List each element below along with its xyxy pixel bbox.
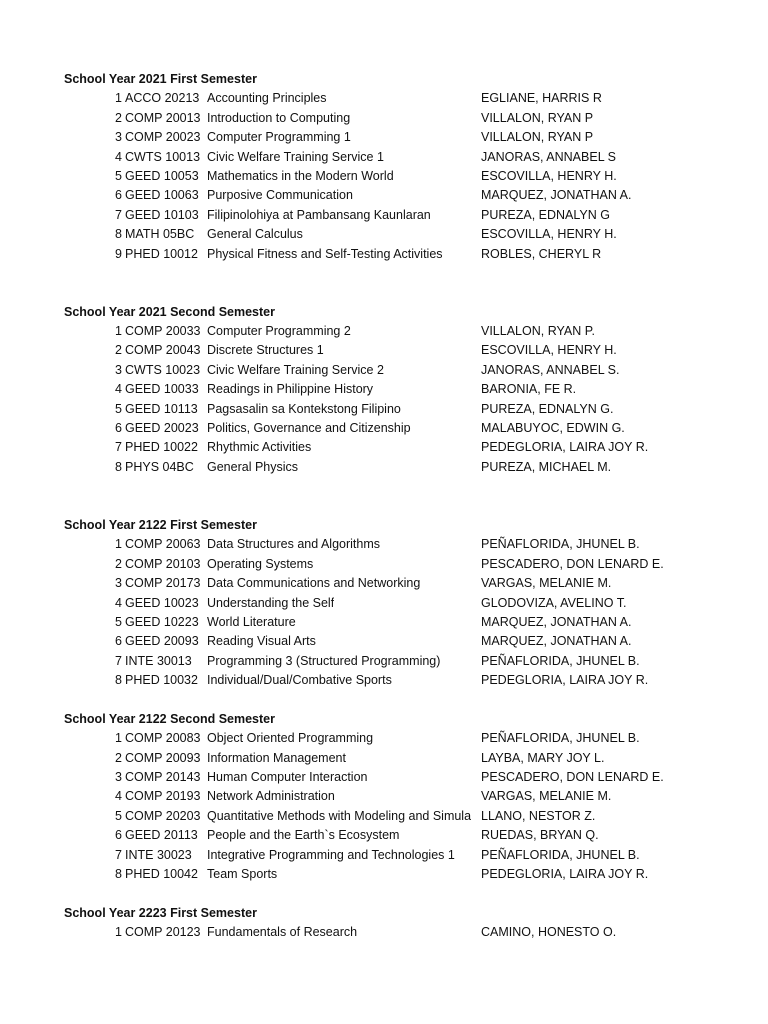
course-instructor: PESCADERO, DON LENARD E.	[481, 556, 664, 571]
course-number: 2	[115, 110, 122, 125]
course-instructor: LLANO, NESTOR Z.	[481, 808, 596, 823]
course-row	[0, 438, 768, 457]
course-row	[0, 206, 768, 225]
course-code: GEED 10103	[125, 207, 199, 222]
course-instructor: VILLALON, RYAN P.	[481, 324, 595, 339]
course-number: 6	[115, 828, 122, 843]
course-row	[0, 167, 768, 186]
course-number: 3	[115, 362, 122, 377]
course-row	[0, 574, 768, 593]
course-number: 8	[115, 673, 122, 688]
course-number: 3	[115, 130, 122, 145]
course-code: PHYS 04BC	[125, 459, 194, 474]
course-code: COMP 20023	[125, 130, 201, 145]
course-number: 2	[115, 750, 122, 765]
course-instructor: ROBLES, CHERYL R	[481, 246, 602, 261]
course-instructor: VARGAS, MELANIE M.	[481, 789, 612, 804]
course-number: 3	[115, 770, 122, 785]
semester-title: School Year 2122 First Semester	[64, 518, 257, 533]
course-row	[0, 923, 768, 942]
semester-title: School Year 2021 Second Semester	[64, 304, 275, 319]
course-row	[0, 632, 768, 651]
course-row	[0, 400, 768, 419]
course-instructor: VILLALON, RYAN P	[481, 130, 594, 145]
course-number: 5	[115, 401, 122, 416]
course-row	[0, 613, 768, 632]
course-title: Reading Visual Arts	[207, 634, 316, 649]
course-row	[0, 361, 768, 380]
course-number: 4	[115, 382, 122, 397]
course-number: 7	[115, 847, 122, 862]
course-code: GEED 10023	[125, 595, 199, 610]
course-code: GEED 20023	[125, 421, 199, 436]
course-instructor: PEÑAFLORIDA, JHUNEL B.	[481, 731, 640, 746]
course-row	[0, 419, 768, 438]
semester-title: School Year 2122 Second Semester	[64, 711, 275, 726]
course-row	[0, 535, 768, 554]
course-number: 6	[115, 634, 122, 649]
course-code: GEED 10053	[125, 168, 199, 183]
course-code: GEED 10033	[125, 382, 199, 397]
course-list-document	[0, 70, 768, 943]
course-title: Operating Systems	[207, 556, 314, 571]
course-title: Computer Programming 1	[207, 130, 351, 145]
course-title: Team Sports	[207, 867, 278, 882]
course-code: MATH 05BC	[125, 227, 195, 242]
course-number: 8	[115, 227, 122, 242]
course-instructor: PUREZA, EDNALYN G	[481, 207, 610, 222]
course-row	[0, 109, 768, 128]
course-instructor: PEDEGLORIA, LAIRA JOY R.	[481, 867, 649, 882]
course-row	[0, 807, 768, 826]
course-row	[0, 671, 768, 690]
course-title: Programming 3 (Structured Programming)	[207, 653, 441, 668]
course-code: COMP 20103	[125, 556, 201, 571]
course-code: COMP 20063	[125, 537, 201, 552]
course-instructor: MARQUEZ, JONATHAN A.	[481, 634, 632, 649]
course-row	[0, 148, 768, 167]
course-code: COMP 20033	[125, 324, 201, 339]
course-code: CWTS 10023	[125, 362, 201, 377]
course-instructor: MALABUYOC, EDWIN G.	[481, 421, 625, 436]
course-code: PHED 10022	[125, 440, 198, 455]
section-spacer	[0, 264, 768, 303]
course-instructor: LAYBA, MARY JOY L.	[481, 750, 605, 765]
course-instructor: PUREZA, EDNALYN G.	[481, 401, 614, 416]
course-number: 8	[115, 867, 122, 882]
course-title: Purposive Communication	[207, 188, 353, 203]
semester-section	[0, 516, 768, 691]
course-code: COMP 20173	[125, 576, 201, 591]
course-number: 1	[115, 925, 122, 940]
course-title: Understanding the Self	[207, 595, 335, 610]
course-code: COMP 20143	[125, 770, 201, 785]
course-number: 7	[115, 440, 122, 455]
course-code: COMP 20123	[125, 925, 201, 940]
course-row	[0, 787, 768, 806]
course-row	[0, 652, 768, 671]
section-spacer	[0, 884, 768, 903]
semester-title: School Year 2223 First Semester	[64, 905, 257, 920]
course-code: COMP 20083	[125, 731, 201, 746]
course-number: 1	[115, 731, 122, 746]
course-code: COMP 20013	[125, 110, 201, 125]
course-row	[0, 826, 768, 845]
course-title: Politics, Governance and Citizenship	[207, 421, 411, 436]
course-instructor: RUEDAS, BRYAN Q.	[481, 828, 599, 843]
course-title: Data Structures and Algorithms	[207, 537, 380, 552]
course-title: Computer Programming 2	[207, 324, 351, 339]
semester-section	[0, 70, 768, 264]
course-code: GEED 20113	[125, 828, 198, 843]
course-instructor: BARONIA, FE R.	[481, 382, 577, 397]
course-row	[0, 341, 768, 360]
course-number: 2	[115, 343, 122, 358]
course-number: 4	[115, 789, 122, 804]
course-title: Quantitative Methods with Modeling and Simula	[207, 808, 472, 823]
course-title: Individual/Dual/Combative Sports	[207, 673, 392, 688]
course-row	[0, 89, 768, 108]
course-title: World Literature	[207, 614, 296, 629]
course-title: Discrete Structures 1	[207, 343, 324, 358]
course-instructor: CAMINO, HONESTO O.	[481, 925, 617, 940]
course-title: Civic Welfare Training Service 2	[207, 362, 384, 377]
course-row	[0, 322, 768, 341]
course-number: 1	[115, 537, 122, 552]
course-row	[0, 225, 768, 244]
course-title: Civic Welfare Training Service 1	[207, 149, 384, 164]
course-code: COMP 20203	[125, 808, 201, 823]
course-number: 7	[115, 653, 122, 668]
course-instructor: VILLALON, RYAN P	[481, 110, 594, 125]
course-code: INTE 30023	[125, 847, 192, 862]
course-title: Accounting Principles	[207, 91, 327, 106]
course-row	[0, 245, 768, 264]
course-row	[0, 749, 768, 768]
course-row	[0, 846, 768, 865]
course-title: Data Communications and Networking	[207, 576, 421, 591]
course-number: 2	[115, 556, 122, 571]
course-title: Introduction to Computing	[207, 110, 351, 125]
course-instructor: JANORAS, ANNABEL S	[481, 149, 616, 164]
course-row	[0, 594, 768, 613]
course-row	[0, 555, 768, 574]
section-spacer	[0, 477, 768, 516]
course-instructor: PEDEGLORIA, LAIRA JOY R.	[481, 673, 649, 688]
semester-section	[0, 303, 768, 478]
course-number: 6	[115, 188, 122, 203]
course-number: 4	[115, 149, 122, 164]
course-row	[0, 128, 768, 147]
course-instructor: ESCOVILLA, HENRY H.	[481, 168, 617, 183]
course-code: GEED 10063	[125, 188, 199, 203]
course-row	[0, 380, 768, 399]
course-title: Filipinolohiya at Pambansang Kaunlaran	[207, 207, 431, 222]
course-title: Rhythmic Activities	[207, 440, 312, 455]
course-instructor: PEÑAFLORIDA, JHUNEL B.	[481, 653, 640, 668]
course-code: ACCO 20213	[125, 91, 200, 106]
course-number: 6	[115, 421, 122, 436]
course-instructor: MARQUEZ, JONATHAN A.	[481, 614, 632, 629]
course-row	[0, 729, 768, 748]
course-number: 1	[115, 91, 122, 106]
section-spacer	[0, 691, 768, 710]
course-title: Integrative Programming and Technologies 1	[207, 847, 455, 862]
course-number: 9	[115, 246, 122, 261]
course-code: GEED 20093	[125, 634, 199, 649]
course-instructor: PUREZA, MICHAEL M.	[481, 459, 612, 474]
course-instructor: PEÑAFLORIDA, JHUNEL B.	[481, 537, 640, 552]
course-number: 7	[115, 207, 122, 222]
course-instructor: PEDEGLORIA, LAIRA JOY R.	[481, 440, 649, 455]
course-title: Human Computer Interaction	[207, 770, 368, 785]
course-title: Fundamentals of Research	[207, 925, 358, 940]
course-code: PHED 10032	[125, 673, 198, 688]
course-title: General Physics	[207, 459, 299, 474]
course-number: 4	[115, 595, 122, 610]
course-title: Readings in Philippine History	[207, 382, 374, 397]
course-instructor: GLODOVIZA, AVELINO T.	[481, 595, 627, 610]
course-number: 8	[115, 459, 122, 474]
course-code: GEED 10113	[125, 401, 198, 416]
course-row	[0, 865, 768, 884]
course-number: 5	[115, 808, 122, 823]
course-title: Pagsasalin sa Kontekstong Filipino	[207, 401, 401, 416]
course-row	[0, 458, 768, 477]
course-title: Mathematics in the Modern World	[207, 168, 394, 183]
course-title: Physical Fitness and Self-Testing Activities	[207, 246, 443, 261]
course-number: 5	[115, 168, 122, 183]
course-instructor: ESCOVILLA, HENRY H.	[481, 227, 617, 242]
semester-section	[0, 710, 768, 885]
course-number: 5	[115, 614, 122, 629]
course-code: GEED 10223	[125, 614, 199, 629]
course-row	[0, 186, 768, 205]
course-instructor: EGLIANE, HARRIS R	[481, 91, 602, 106]
course-instructor: VARGAS, MELANIE M.	[481, 576, 612, 591]
course-code: COMP 20193	[125, 789, 201, 804]
course-code: CWTS 10013	[125, 149, 201, 164]
course-number: 1	[115, 324, 122, 339]
course-instructor: JANORAS, ANNABEL S.	[481, 362, 620, 377]
course-row	[0, 768, 768, 787]
semester-title: School Year 2021 First Semester	[64, 72, 257, 86]
course-title: Information Management	[207, 750, 346, 765]
semester-section	[0, 904, 768, 943]
course-instructor: PEÑAFLORIDA, JHUNEL B.	[481, 847, 640, 862]
course-title: General Calculus	[207, 227, 303, 242]
course-code: PHED 10012	[125, 246, 198, 261]
course-instructor: ESCOVILLA, HENRY H.	[481, 343, 617, 358]
course-title: People and the Earth`s Ecosystem	[207, 828, 400, 843]
course-code: PHED 10042	[125, 867, 198, 882]
course-title: Object Oriented Programming	[207, 731, 374, 746]
course-code: COMP 20093	[125, 750, 201, 765]
course-number: 3	[115, 576, 122, 591]
course-instructor: MARQUEZ, JONATHAN A.	[481, 188, 632, 203]
course-instructor: PESCADERO, DON LENARD E.	[481, 770, 664, 785]
course-code: INTE 30013	[125, 653, 192, 668]
course-code: COMP 20043	[125, 343, 201, 358]
course-title: Network Administration	[207, 789, 335, 804]
